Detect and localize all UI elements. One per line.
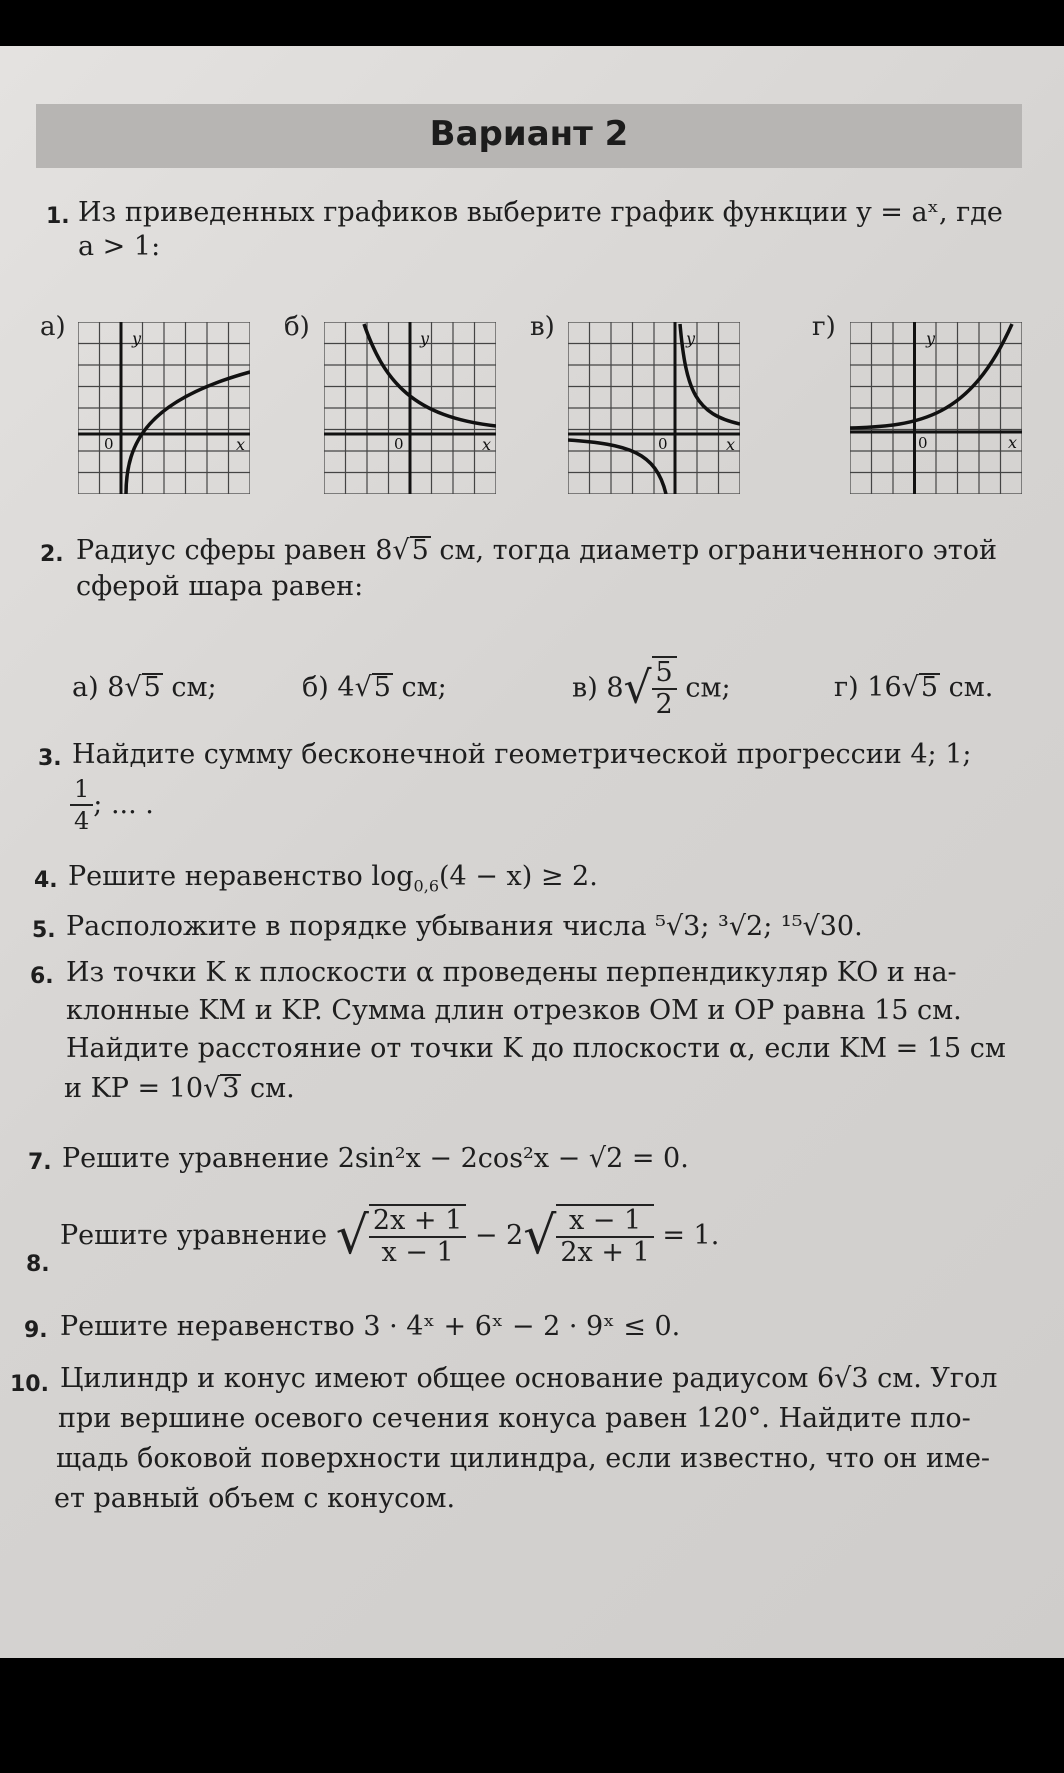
problem-2-options (0, 656, 1064, 736)
fraction (70, 774, 93, 836)
graph-c (568, 322, 740, 494)
problem-text: и KP = 10√3 см. (64, 1073, 295, 1104)
problem-text: ет равный объем с конусом. (54, 1483, 456, 1514)
problem-text: клонные KM и KP. Сумма длин отрезков OM и OP равна 15 см. (66, 995, 962, 1026)
graph-label-a: а) (40, 312, 66, 342)
text-part: ; ... . (93, 789, 154, 820)
problem-text: при вершине осевого сечения конуса равен 120°. Найдите пло- (58, 1403, 971, 1434)
problem-number: 5. (32, 918, 56, 943)
origin-label: 0 (918, 434, 928, 452)
option-c: в) 8√ $\frac{5}{2}$ см; (572, 657, 731, 720)
text-part: Решите неравенство log (68, 861, 414, 892)
axis-y-label: y (420, 329, 430, 348)
fraction (652, 656, 677, 720)
text-part: см, тогда диаметр ограниченного этой (430, 535, 997, 566)
problem-number: 8. (26, 1252, 50, 1277)
worksheet-page (0, 46, 1064, 1658)
axis-x-label: x (1008, 433, 1018, 452)
problem-number: 3. (38, 746, 62, 771)
problem-text: Расположите в порядке убывания числа ⁵√3; ³√2; ¹⁵√30. (66, 911, 863, 942)
option-prefix: г) 16 (834, 672, 902, 703)
fraction (369, 1204, 466, 1268)
text-part: (4 − x) ≥ 2. (439, 861, 598, 892)
axis-x-label: x (236, 435, 246, 454)
option-prefix: б) 4 (302, 672, 355, 703)
fraction (556, 1204, 653, 1268)
graph-a (78, 322, 250, 494)
text-part: и KP = 10 (64, 1073, 204, 1104)
option-b: б) 4√5 см; (302, 672, 447, 703)
problem-text: Радиус сферы равен 8√5 см, тогда диаметр ограниченного этой (76, 535, 997, 566)
graph-d (850, 322, 1022, 494)
option-suffix: см. (940, 672, 994, 703)
problem-number: 1. (46, 204, 70, 229)
fraction-denominator: x − 1 (381, 1237, 454, 1268)
fraction-denominator: 4 (74, 807, 90, 835)
graph-b (324, 322, 496, 494)
graph-label-d: г) (812, 312, 836, 342)
fraction-numerator: x − 1 (556, 1206, 653, 1238)
problem-number: 9. (24, 1318, 48, 1343)
problem-text: Найдите расстояние от точки K до плоскости α, если KM = 15 см (66, 1033, 1006, 1064)
problem-text: сферой шара равен: (76, 571, 364, 602)
fraction-numerator: 2x + 1 (369, 1206, 466, 1238)
option-prefix: а) 8 (72, 672, 125, 703)
axis-x-label: x (726, 435, 736, 454)
text-part: см. (241, 1073, 295, 1104)
text-part: − 2 (466, 1220, 524, 1251)
fraction-denominator: 2 (655, 689, 673, 720)
problem-text (70, 774, 154, 836)
option-suffix: см; (676, 672, 731, 704)
fraction-numerator: 5 (652, 658, 677, 690)
radicand: 3 (222, 1073, 240, 1104)
origin-label: 0 (658, 435, 668, 453)
log-base: 0,6 (413, 876, 439, 896)
text-part: Радиус сферы равен 8 (76, 535, 393, 566)
problem-text: щадь боковой поверхности цилиндра, если известно, что он име- (56, 1443, 991, 1474)
origin-label: 0 (104, 435, 114, 453)
problem-text: Цилиндр и конус имеют общее основание радиусом 6√3 см. Угол (60, 1363, 998, 1394)
option-d: г) 16√5 см. (834, 672, 994, 703)
variant-title: Вариант 2 (429, 114, 629, 154)
graph-label-b: б) (284, 312, 310, 342)
option-prefix: в) 8 (572, 672, 624, 704)
problem-text: Найдите сумму бесконечной геометрической прогрессии 4; 1; (72, 739, 972, 770)
axis-y-label: y (926, 329, 936, 348)
axis-y-label: y (132, 329, 142, 348)
origin-label: 0 (394, 435, 404, 453)
radicand: 5 (411, 535, 429, 566)
option-suffix: см; (162, 672, 217, 703)
fraction-denominator: 2x + 1 (560, 1237, 650, 1268)
problem-text: Решите неравенство 3 · 4ˣ + 6ˣ − 2 · 9ˣ ≤ 0. (60, 1311, 681, 1342)
problem-number: 10. (10, 1372, 49, 1397)
axis-y-label: y (686, 329, 696, 348)
text-part: Решите уравнение (60, 1220, 328, 1251)
problem-text: a > 1: (78, 231, 161, 262)
text-part: = 1. (653, 1220, 720, 1251)
problem-text: Из приведенных графиков выберите график функции y = aˣ, где (78, 197, 1003, 228)
problem-number: 2. (40, 542, 64, 567)
problem-text (68, 860, 598, 903)
radicand: 5 (143, 672, 161, 703)
fraction-numerator: 1 (70, 774, 93, 806)
problem-number: 7. (28, 1150, 52, 1175)
graph-label-c: в) (530, 312, 555, 342)
option-suffix: см; (392, 672, 447, 703)
graph-row (0, 304, 1064, 504)
axis-x-label: x (482, 435, 492, 454)
problem-text: Из точки K к плоскости α проведены перпендикуляр KO и на- (66, 957, 957, 988)
radicand: 5 (920, 672, 939, 703)
title-banner (36, 104, 1022, 168)
option-a: а) 8√5 см; (72, 672, 217, 703)
problem-number: 4. (34, 868, 58, 893)
problem-text: Решите уравнение √ $\frac{2x + 1}{x - 1}$ − 2√ $\frac{x - 1}{2x + 1}$ = 1. (60, 1205, 720, 1268)
radicand: 5 (373, 672, 391, 703)
problem-number: 6. (30, 964, 54, 989)
problem-text: Решите уравнение 2sin²x − 2cos²x − √2 = 0. (62, 1143, 689, 1174)
